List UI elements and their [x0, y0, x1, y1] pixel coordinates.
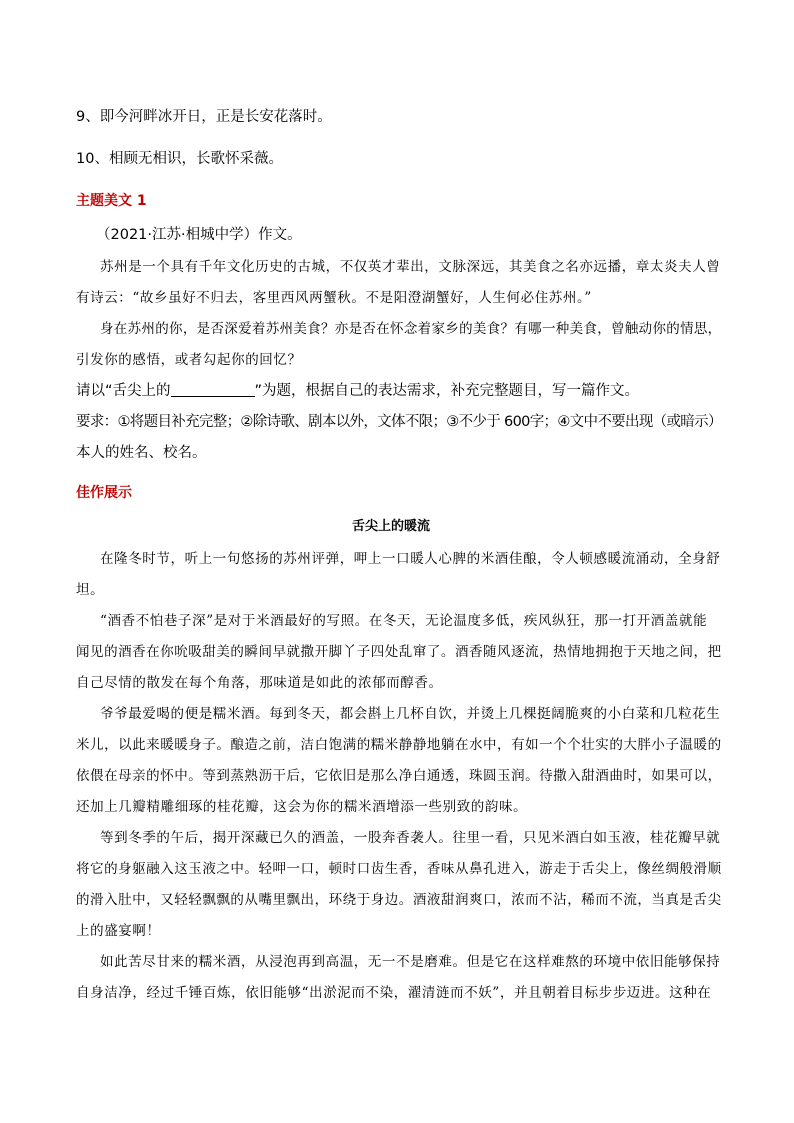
section-heading-showcase: 佳作展示 — [76, 485, 132, 501]
title-blank — [171, 382, 255, 397]
essay-p3-line-4: 还加上几瓣精雕细琢的桂花瓣，这会为你的糯米酒增添一些别致的韵味。 — [76, 799, 528, 815]
essay-p2-line-1: “酒香不怕巷子深”是对于米酒最好的写照。在冬天，无论温度多低，疾风纵狂，那一打开酒盖就能 — [100, 613, 708, 629]
essay-p5-line-1: 如此苦尽甘来的糯米酒，从浸泡再到高温，无一不是磨难。但是它在这样难熬的环境中依旧能够保持 — [100, 954, 721, 970]
prompt-paragraph-1-line-1: 苏州是一个具有千年文化历史的古城，不仅英才辈出，文脉深远，其美食之名亦远播，章太炎夫人曾 — [100, 259, 721, 275]
essay-title: 舌尖上的暖流 — [352, 519, 431, 534]
essay-p2-line-3: 自己尽情的散发在每个角落，那味道是如此的浓郁而醇香。 — [76, 675, 443, 691]
writing-prompt-start: 请以“舌尖上的 — [76, 383, 171, 399]
essay-p4-line-2: 将它的身躯融入这玉液之中。轻呷一口，顿时口齿生香，香味从鼻孔进入，游走于舌尖上，像丝绸般滑顺 — [76, 861, 722, 877]
essay-source: （2021·江苏·相城中学）作文。 — [96, 227, 302, 243]
essay-p4-line-1: 等到冬季的午后，揭开深藏已久的酒盖，一股奔香袭人。往里一看，只见米酒白如玉液，桂花瓣早就 — [100, 830, 721, 846]
essay-p2-line-2: 闻见的酒香在你吮吸甜美的瞬间早就撒开脚丫子四处乱窜了。酒香随风逐流，热情地拥抱于天地之间，把 — [76, 644, 722, 660]
prompt-paragraph-1-line-2: 有诗云：“故乡虽好不归去，客里西风两蟹秋。不是阳澄湖蟹好，人生何必住苏州。” — [76, 290, 592, 306]
requirements-line-1: 要求：①将题目补充完整；②除诗歌、剧本以外，文体不限；③不少于 600字；④文中不要出现（或暗示） — [76, 414, 722, 430]
item-9: 9、即今河畔冰开日，正是长安花落时。 — [76, 109, 332, 125]
essay-p3-line-3: 依偎在母亲的怀中。等到蒸熟沥干后，它依旧是那么净白通透，珠圆玉润。待撒入甜酒曲时，如果可以， — [76, 768, 722, 784]
prompt-paragraph-2-line-2: 引发你的感悟，或者勾起你的回忆？ — [76, 352, 302, 368]
section-heading-theme-essay: 主题美文 1 — [76, 193, 147, 209]
essay-p1-line-2: 坦。 — [76, 582, 105, 598]
essay-p3-line-1: 爷爷最爱喝的便是糯米酒。每到冬天，都会斟上几杯自饮，并烫上几棵挺阔脆爽的小白菜和几粒花生 — [100, 706, 721, 722]
writing-prompt-end: ”为题，根据自己的表达需求，补充完整题目，写一篇作文。 — [254, 383, 640, 399]
essay-p1-line-1: 在隆冬时节，听上一句悠扬的苏州评弹，呷上一口暖人心脾的米酒佳酿，令人顿感暖流涌动，全身舒 — [100, 551, 721, 567]
essay-p5-line-2: 自身洁净，经过千锤百炼，依旧能够“出淤泥而不染，濯清涟而不妖”，并且朝着目标步步迈进。这种在 — [76, 985, 712, 1001]
item-10: 10、相顾无相识，长歌怀采薇。 — [76, 151, 283, 167]
requirements-line-2: 本人的姓名、校名。 — [76, 445, 207, 461]
writing-prompt — [76, 382, 639, 400]
prompt-paragraph-2-line-1: 身在苏州的你，是否深爱着苏州美食？亦是否在怀念着家乡的美食？有哪一种美食，曾触动你的情思， — [100, 321, 722, 337]
essay-p3-line-2: 米儿，以此来暖暖身子。酿造之前，洁白饱满的糯米静静地躺在水中，有如一个个壮实的大胖小子温暖的 — [76, 737, 722, 753]
essay-p4-line-3: 的滑入肚中，又轻轻飘飘的从嘴里飘出，环绕于身边。酒液甜润爽口，浓而不沾，稀而不流，当真是舌尖 — [76, 892, 722, 908]
essay-p4-line-4: 上的盛宴啊！ — [76, 923, 161, 939]
